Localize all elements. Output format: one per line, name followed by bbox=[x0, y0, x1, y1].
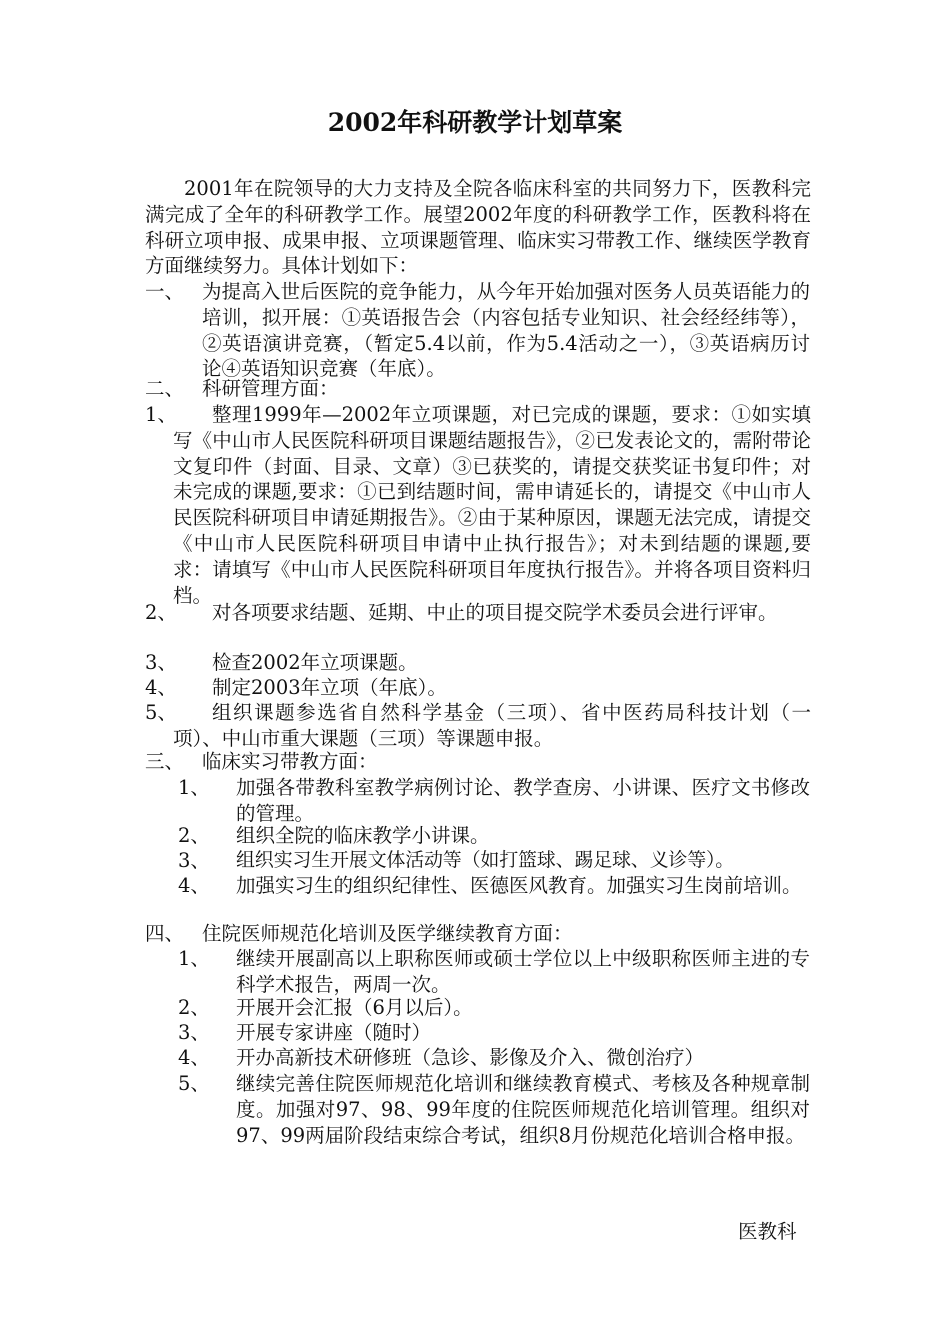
section-2-item-1-text: 整理1999年—2002年立项课题，对已完成的课题，要求：①如实填写《中山市人民医院科研项目课题结题报告》，②已发表论文的，需附带论文复印件（封面、目录、文章）③已获奖的，请提交获奖证书复印件；对未完成的课题,要求：①已到结题时间，需申请延长的，请提交《中山市人民医院科研项目申请延期报告》。②由于某种原因，课题无法完成，请提交《中山市人民医院科研项目申请中止执行报告》；对未到结题的课题,要求：请填写《中山市人民医院科研项目年度执行报告》。并将各项目资料归档。 bbox=[173, 403, 811, 607]
signature: 医教科 bbox=[738, 1220, 797, 1243]
section-2-item-2-text: 对各项要求结题、延期、中止的项目提交院学术委员会进行评审。 bbox=[212, 601, 778, 624]
section-2-item-5-marker: 5、 bbox=[145, 701, 177, 724]
section-3-item-4-marker: 4、 bbox=[178, 874, 210, 897]
section-4-item-5-text: 继续完善住院医师规范化培训和继续教育模式、考核及各种规章制度。加强对97、98、99年度的住院医师规范化培训管理。组织对97、99两届阶段结束综合考试，组织8月份规范化培训合格申报。 bbox=[236, 1072, 810, 1147]
section-1-marker: 一、 bbox=[145, 280, 185, 303]
section-2-item-4-text: 制定2003年立项（年底）。 bbox=[212, 676, 447, 699]
section-2-item-3-marker: 3、 bbox=[145, 651, 177, 674]
section-4-item-4-marker: 4、 bbox=[178, 1046, 210, 1069]
section-2-heading: 科研管理方面： bbox=[202, 377, 339, 400]
section-4-item-2-marker: 2、 bbox=[178, 996, 210, 1019]
section-4-item-3-marker: 3、 bbox=[178, 1021, 210, 1044]
section-4-item-5-marker: 5、 bbox=[178, 1072, 210, 1095]
intro-paragraph: 2001年在院领导的大力支持及全院各临床科室的共同努力下，医教科完满完成了全年的科研教学工作。展望2002年度的科研教学工作，医教科将在科研立项申报、成果申报、立项课题管理、临床实习带教工作、继续医学教育方面继续努力。具体计划如下： bbox=[145, 177, 811, 278]
section-3-marker: 三、 bbox=[145, 750, 185, 773]
section-4-heading: 住院医师规范化培训及医学继续教育方面： bbox=[202, 922, 573, 945]
section-3-item-3-text: 组织实习生开展文体活动等（如打篮球、踢足球、义诊等）。 bbox=[236, 849, 735, 871]
section-3-heading: 临床实习带教方面： bbox=[202, 750, 378, 773]
section-2-marker: 二、 bbox=[145, 377, 185, 400]
section-3-item-2-text: 组织全院的临床教学小讲课。 bbox=[236, 824, 490, 847]
section-4-marker: 四、 bbox=[145, 922, 185, 945]
section-4-item-4-text: 开办高新技术研修班（急诊、影像及介入、微创治疗） bbox=[236, 1046, 705, 1069]
section-4-item-2-text: 开展开会汇报（6月以后）。 bbox=[236, 996, 473, 1019]
section-4-item-1-text: 继续开展副高以上职称医师或硕士学位以上中级职称医师主进的专科学术报告，两周一次。 bbox=[236, 947, 810, 996]
section-3-item-4-text: 加强实习生的组织纪律性、医德医风教育。加强实习生岗前培训。 bbox=[236, 874, 802, 897]
section-3-item-1-marker: 1、 bbox=[178, 776, 210, 799]
section-4-item-3-text: 开展专家讲座（随时） bbox=[236, 1021, 432, 1044]
section-2-item-2-marker: 2、 bbox=[145, 601, 177, 624]
section-2-item-1-marker: 1、 bbox=[145, 403, 177, 426]
section-2-item-3-text: 检查2002年立项课题。 bbox=[212, 651, 418, 674]
section-3-item-3-marker: 3、 bbox=[178, 849, 210, 872]
section-2-item-4-marker: 4、 bbox=[145, 676, 177, 699]
section-2-item-5-text: 组织课题参选省自然科学基金（三项）、省中医药局科技计划（一项）、中山市重大课题（三项）等课题申报。 bbox=[173, 701, 811, 750]
document-title: 2002年科研教学计划草案 bbox=[327, 108, 623, 137]
section-4-item-1-marker: 1、 bbox=[178, 947, 210, 970]
section-3-item-1-text: 加强各带教科室教学病例讨论、教学查房、小讲课、医疗文书修改的管理。 bbox=[236, 776, 810, 825]
section-1-text: 为提高入世后医院的竞争能力，从今年开始加强对医务人员英语能力的培训，拟开展：①英语报告会（内容包括专业知识、社会经经纬等），②英语演讲竞赛，（暂定5.4以前，作为5.4活动之一），③英语病历讨论④英语知识竞赛（年底）。 bbox=[202, 280, 810, 381]
section-3-item-2-marker: 2、 bbox=[178, 824, 210, 847]
